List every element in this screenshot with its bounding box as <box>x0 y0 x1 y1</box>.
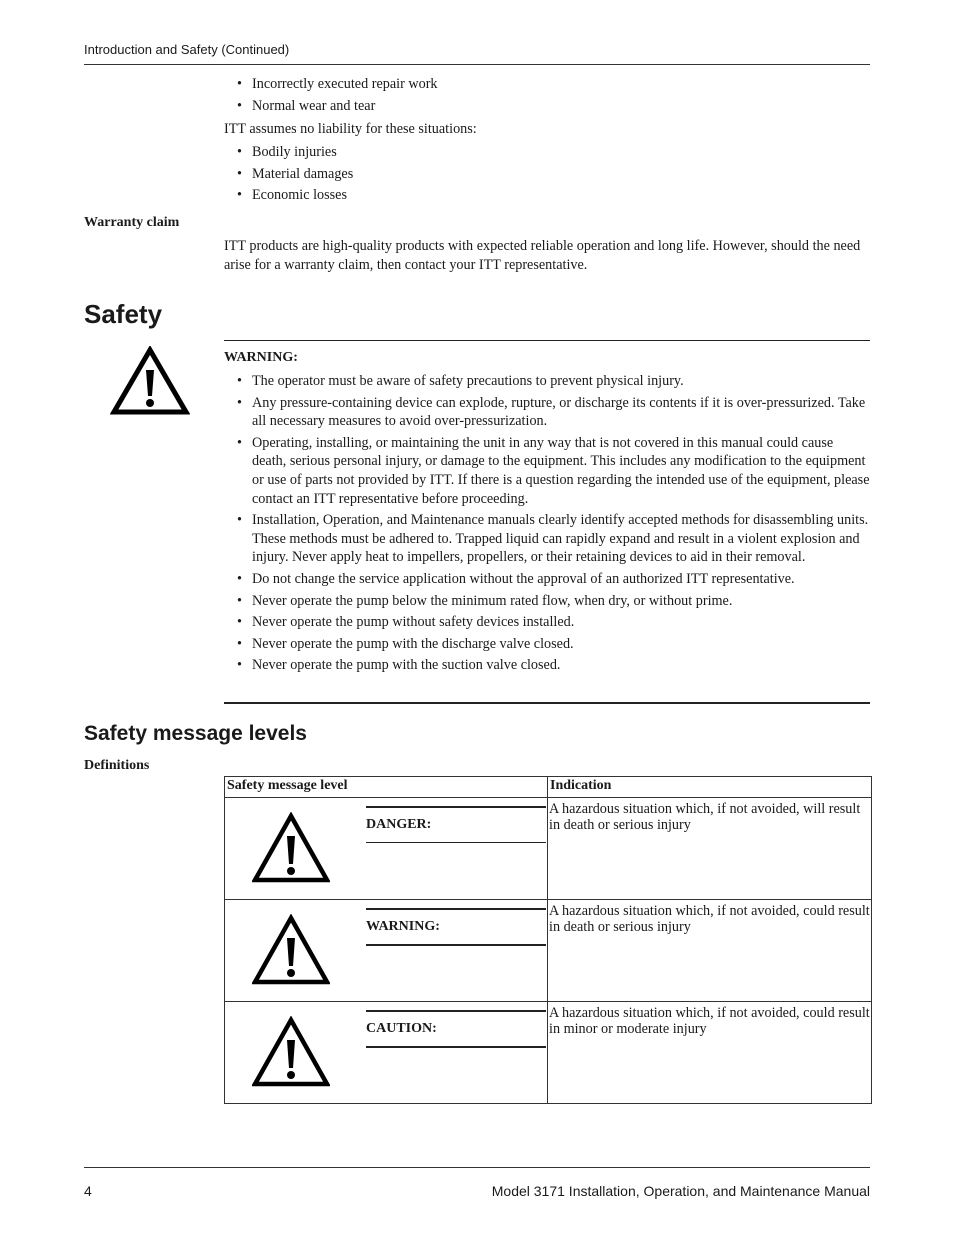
warning-top-rule <box>224 340 870 341</box>
safety-levels-table <box>224 776 872 1104</box>
list-item: • Installation, Operation, and Maintenance manuals clearly identify accepted methods for disassembling units. These methods must be adhered to. Trapped liquid can rapidly expand and result in a violent explosion and injury. Never apply heat to impellers, propellers, or their retaining devices to aid in their removal. <box>224 511 870 567</box>
indication-cell: A hazardous situation which, if not avoided, will result in death or serious injury <box>548 798 872 900</box>
indication-cell: A hazardous situation which, if not avoided, could result in minor or moderate injury <box>548 1002 872 1104</box>
signal-word: CAUTION: <box>366 1021 437 1036</box>
running-header: Introduction and Safety (Continued) <box>84 42 290 57</box>
header-rule <box>84 64 870 65</box>
signal-word-box <box>366 1010 546 1048</box>
list-item: • Normal wear and tear <box>224 97 870 116</box>
signal-word: WARNING: <box>366 919 440 934</box>
list-item: • Operating, installing, or maintaining the unit in any way that is not covered in this manual could cause death, serious personal injury, or damage to the equipment. This includes any modification to the equipment or use of parts not provided by ITT. If there is a question regarding the intended use of the equipment, please contact an ITT representative before proceeding. <box>224 434 870 508</box>
safety-heading: Safety <box>84 299 163 329</box>
liability-list <box>224 143 870 205</box>
signal-cell <box>225 798 548 900</box>
list-item: • The operator must be aware of safety precautions to prevent physical injury. <box>224 372 870 391</box>
column-header-indication: Indication <box>548 777 872 798</box>
list-item: • Material damages <box>224 165 870 184</box>
list-item: • Economic losses <box>224 186 870 205</box>
caution-triangle-icon <box>252 1016 330 1088</box>
list-item: • Never operate the pump below the minimum rated flow, when dry, or without prime. <box>224 592 870 611</box>
liability-text: ITT assumes no liability for these situations: <box>224 121 477 137</box>
warning-triangle-icon <box>110 346 190 416</box>
warranty-claim-label: Warranty claim <box>84 215 180 230</box>
signal-cell <box>225 900 548 1002</box>
warning-triangle-icon <box>252 914 330 986</box>
indication-cell: A hazardous situation which, if not avoided, could result in death or serious injury <box>548 900 872 1002</box>
list-item: • Never operate the pump with the discharge valve closed. <box>224 635 870 654</box>
list-item: • Any pressure-containing device can explode, rupture, or discharge its contents if it is over-pressurized. Take all necessary measures to avoid over-pressurization. <box>224 394 870 431</box>
list-item: • Never operate the pump without safety devices installed. <box>224 613 870 632</box>
repair-list <box>224 75 870 115</box>
column-header-level: Safety message level <box>225 777 548 798</box>
warning-label: WARNING: <box>224 350 298 365</box>
table-header-row <box>225 777 872 798</box>
definitions-label: Definitions <box>84 758 150 773</box>
warning-list <box>224 372 870 675</box>
footer-rule <box>84 1167 870 1168</box>
table-row <box>225 1002 872 1104</box>
warranty-claim-text: ITT products are high-quality products with expected reliable operation and long life. However, should the need arise for a warranty claim, then contact your ITT representative. <box>224 238 861 273</box>
warning-bottom-rule <box>224 702 870 704</box>
danger-triangle-icon <box>252 812 330 884</box>
list-item: • Never operate the pump with the suction valve closed. <box>224 656 870 675</box>
list-item: • Bodily injuries <box>224 143 870 162</box>
table-row <box>225 798 872 900</box>
signal-word: DANGER: <box>366 817 432 832</box>
list-item: • Incorrectly executed repair work <box>224 75 870 94</box>
signal-word-box <box>366 806 546 843</box>
levels-heading: Safety message levels <box>84 722 307 745</box>
list-item: • Do not change the service application without the approval of an authorized ITT representative. <box>224 570 870 589</box>
signal-word-box <box>366 908 546 946</box>
page-number: 4 <box>84 1183 92 1199</box>
table-row <box>225 900 872 1002</box>
signal-cell <box>225 1002 548 1104</box>
manual-title: Model 3171 Installation, Operation, and Maintenance Manual <box>491 1183 870 1199</box>
